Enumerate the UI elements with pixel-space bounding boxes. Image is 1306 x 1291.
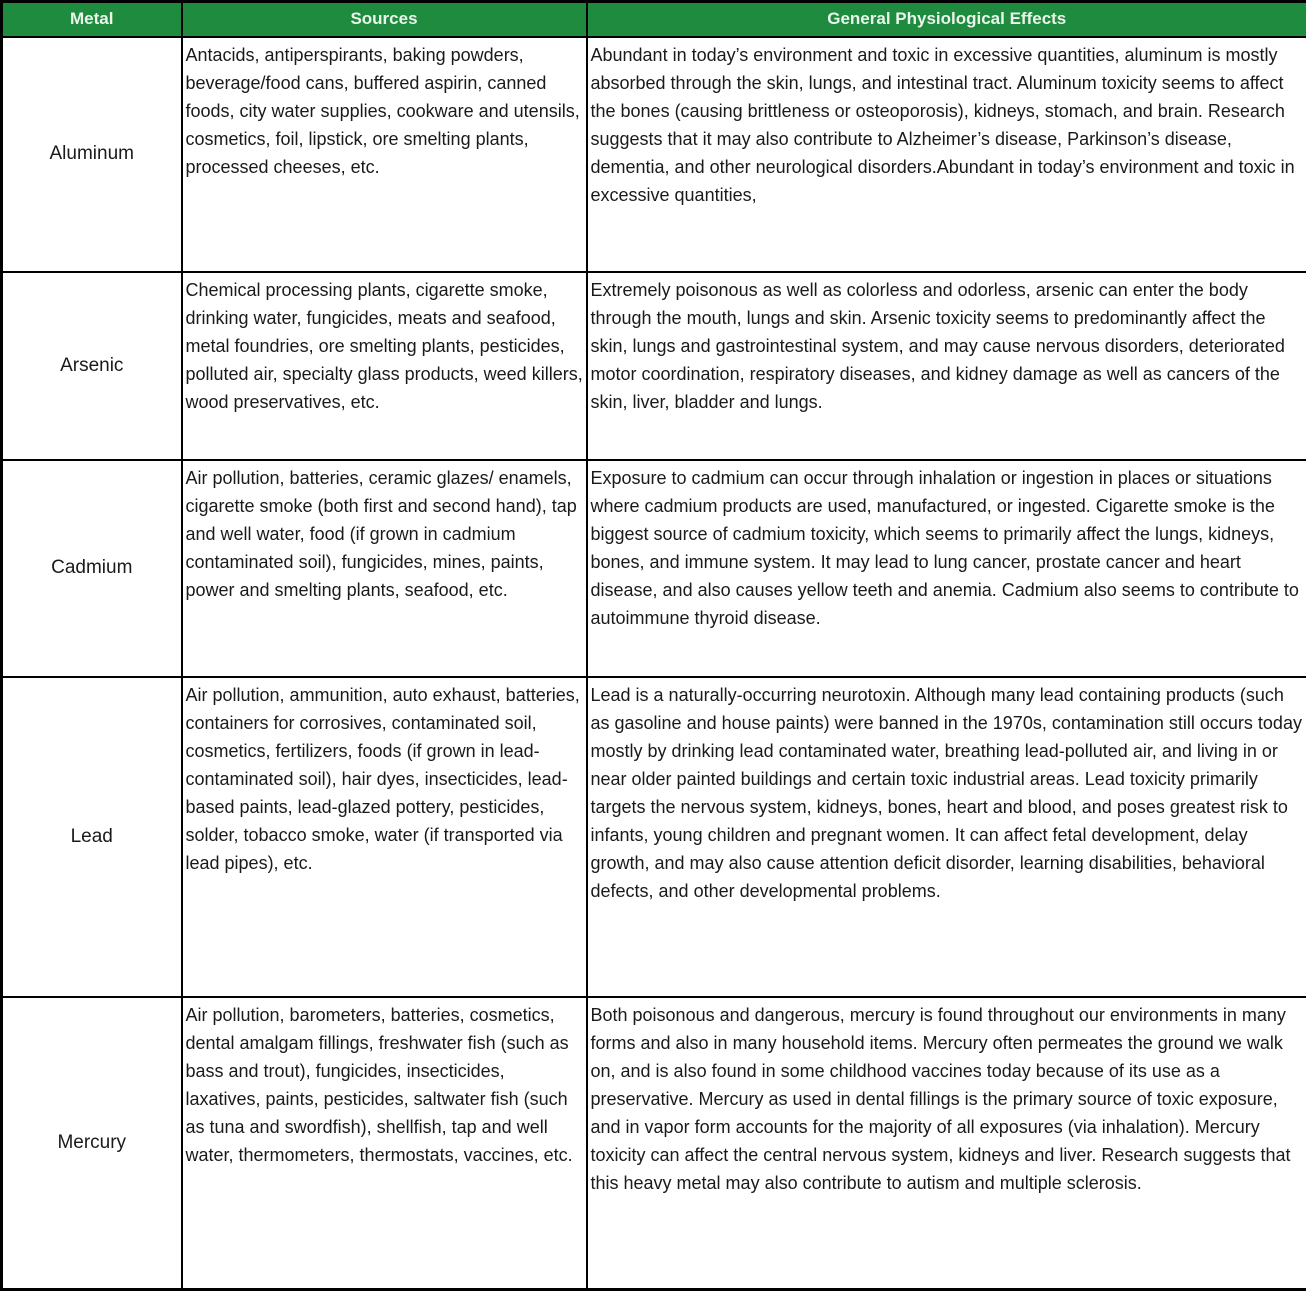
metal-name-lead: Lead (2, 677, 182, 997)
header-sources: Sources (182, 2, 587, 37)
metal-name-mercury: Mercury (2, 997, 182, 1290)
sources-lead: Air pollution, ammunition, auto exhaust, batteries, containers for corrosives, contaminated soil, cosmetics, fertilizers, foods (if grown in lead-contaminated soil), hair dyes, insecticides, lead-based paints, lead-glazed pottery, pesticides, solder, tobacco smoke, water (if transported via lead pipes), etc. (182, 677, 587, 997)
metal-name-aluminum: Aluminum (2, 37, 182, 272)
sources-arsenic: Chemical processing plants, cigarette smoke, drinking water, fungicides, meats and seafood, metal foundries, ore smelting plants, pesticides, polluted air, specialty glass products, weed killers, wood preservatives, etc. (182, 272, 587, 460)
header-effects: General Physiological Effects (587, 2, 1306, 37)
effects-aluminum: Abundant in today’s environment and toxic in excessive quantities, aluminum is mostly absorbed through the skin, lungs, and intestinal tract. Aluminum toxicity seems to affect the bones (causing brittleness or osteoporosis), kidneys, stomach, and brain. Research suggests that it may also contribute to Alzheimer’s disease, Parkinson’s disease, dementia, and other neurological disorders.Abundant in today’s environment and toxic in excessive quantities, (587, 37, 1306, 272)
effects-mercury: Both poisonous and dangerous, mercury is found throughout our environments in many forms and also in many household items. Mercury often permeates the ground we walk on, and is also found in some childhood vaccines today because of its use as a preservative. Mercury as used in dental fillings is the primary source of toxic exposure, and in vapor form accounts for the majority of all exposures (via inhalation). Mercury toxicity can affect the central nervous system, kidneys and liver. Research suggests that this heavy metal may also contribute to autism and multiple sclerosis. (587, 997, 1306, 1290)
sources-aluminum: Antacids, antiperspirants, baking powders, beverage/food cans, buffered aspirin, canned foods, city water supplies, cookware and utensils, cosmetics, foil, lipstick, ore smelting plants, processed cheeses, etc. (182, 37, 587, 272)
table-row-lead (2, 677, 1306, 997)
table-row-arsenic (2, 272, 1306, 460)
sources-mercury: Air pollution, barometers, batteries, cosmetics, dental amalgam fillings, freshwater fish (such as bass and trout), fungicides, insecticides, laxatives, paints, pesticides, saltwater fish (such as tuna and swordfish), shellfish, tap and well water, thermometers, thermostats, vaccines, etc. (182, 997, 587, 1290)
table-row-aluminum (2, 37, 1306, 272)
table-row-cadmium (2, 460, 1306, 677)
metal-name-cadmium: Cadmium (2, 460, 182, 677)
metal-name-arsenic: Arsenic (2, 272, 182, 460)
table-header-row (2, 2, 1306, 37)
header-metal: Metal (2, 2, 182, 37)
effects-cadmium: Exposure to cadmium can occur through inhalation or ingestion in places or situations where cadmium products are used, manufactured, or ingested. Cigarette smoke is the biggest source of cadmium toxicity, which seems to primarily affect the lungs, kidneys, bones, and immune system. It may lead to lung cancer, prostate cancer and heart disease, and also causes yellow teeth and anemia. Cadmium also seems to contribute to autoimmune thyroid disease. (587, 460, 1306, 677)
effects-lead: Lead is a naturally-occurring neurotoxin. Although many lead containing products (such as gasoline and house paints) were banned in the 1970s, contamination still occurs today mostly by drinking lead contaminated water, breathing lead-polluted air, and living in or near older painted buildings and certain toxic industrial areas. Lead toxicity primarily targets the nervous system, kidneys, bones, heart and blood, and poses greatest risk to infants, young children and pregnant women. It can affect fetal development, delay growth, and may also cause attention deficit disorder, learning disabilities, behavioral defects, and other developmental problems. (587, 677, 1306, 997)
effects-arsenic: Extremely poisonous as well as colorless and odorless, arsenic can enter the body through the mouth, lungs and skin. Arsenic toxicity seems to predominantly affect the skin, lungs and gastrointestinal system, and may cause nervous disorders, deteriorated motor coordination, respiratory diseases, and kidney damage as well as cancers of the skin, liver, bladder and lungs. (587, 272, 1306, 460)
table-row-mercury (2, 997, 1306, 1290)
sources-cadmium: Air pollution, batteries, ceramic glazes/ enamels, cigarette smoke (both first and second hand), tap and well water, food (if grown in cadmium contaminated soil), fungicides, mines, paints, power and smelting plants, seafood, etc. (182, 460, 587, 677)
